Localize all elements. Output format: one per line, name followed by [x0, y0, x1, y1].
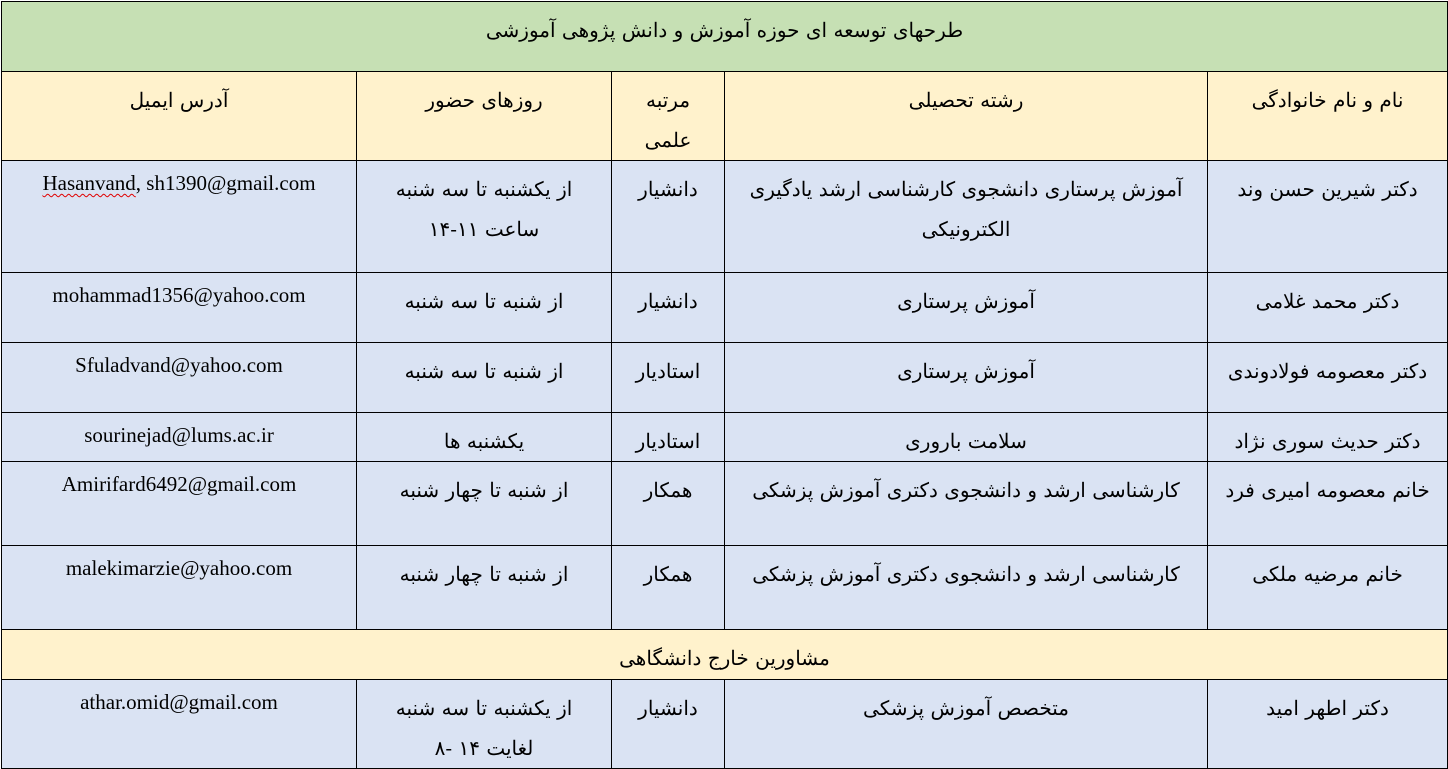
header-rank-line2: علمی	[644, 128, 692, 152]
development-plans-table	[1, 1, 1448, 769]
header-days: روزهای حضور	[357, 72, 612, 161]
cell-days: یکشنبه ها	[357, 413, 612, 462]
cell-email[interactable]: malekimarzie@yahoo.com	[2, 546, 357, 630]
cell-email[interactable]: Sfuladvand@yahoo.com	[2, 343, 357, 413]
header-rank	[612, 72, 725, 161]
table-row	[2, 413, 1448, 462]
header-rank-line1: مرتبه	[645, 88, 691, 112]
cell-name: دکتر معصومه فولادوندی	[1208, 343, 1448, 413]
table-row	[2, 546, 1448, 630]
cell-days	[357, 161, 612, 273]
cell-days	[357, 680, 612, 769]
cell-name: دکتر محمد غلامی	[1208, 273, 1448, 343]
cell-field: آموزش پرستاری	[725, 273, 1208, 343]
cell-rank: همکار	[612, 546, 725, 630]
cell-field: کارشناسی ارشد و دانشجوی دکتری آموزش پزشکی	[725, 462, 1208, 546]
cell-days: از شنبه تا سه شنبه	[357, 273, 612, 343]
cell-rank: دانشیار	[612, 161, 725, 273]
table-row	[2, 273, 1448, 343]
cell-name: خانم مرضیه ملکی	[1208, 546, 1448, 630]
table-row	[2, 462, 1448, 546]
cell-rank: استادیار	[612, 413, 725, 462]
cell-email[interactable]: Amirifard6492@gmail.com	[2, 462, 357, 546]
table-row	[2, 161, 1448, 273]
cell-field: سلامت باروری	[725, 413, 1208, 462]
cell-name: دکتر حدیث سوری نژاد	[1208, 413, 1448, 462]
table-row	[2, 343, 1448, 413]
cell-field: متخصص آموزش پزشکی	[725, 680, 1208, 769]
email-spellcheck-word[interactable]: Hasanvand	[42, 171, 136, 195]
cell-email[interactable]: athar.omid@gmail.com	[2, 680, 357, 769]
cell-days: از شنبه تا چهار شنبه	[357, 462, 612, 546]
table-title: طرحهای توسعه ای حوزه آموزش و دانش پژوهی آموزشی	[2, 2, 1448, 72]
cell-days-line1: از یکشنبه تا سه شنبه	[395, 696, 573, 720]
cell-days: از شنبه تا چهار شنبه	[357, 546, 612, 630]
cell-name: دکتر اطهر امید	[1208, 680, 1448, 769]
cell-field-line2: الکترونیکی	[921, 217, 1011, 241]
cell-days-line2: لغایت ۱۴ -۸	[434, 736, 534, 760]
section-title: مشاورین خارج دانشگاهی	[2, 630, 1448, 680]
cell-email[interactable]: mohammad1356@yahoo.com	[2, 273, 357, 343]
section-row	[2, 630, 1448, 680]
header-name: نام و نام خانوادگی	[1208, 72, 1448, 161]
cell-field-line1: آموزش پرستاری دانشجوی کارشناسی ارشد یادگیری	[749, 177, 1183, 201]
cell-rank: همکار	[612, 462, 725, 546]
cell-field: آموزش پرستاری	[725, 343, 1208, 413]
email-rest[interactable]: , sh1390@gmail.com	[135, 171, 316, 195]
table-row	[2, 680, 1448, 769]
cell-name: دکتر شیرین حسن وند	[1208, 161, 1448, 273]
header-row	[2, 72, 1448, 161]
cell-rank: استادیار	[612, 343, 725, 413]
cell-rank: دانشیار	[612, 273, 725, 343]
header-email: آدرس ایمیل	[2, 72, 357, 161]
cell-email[interactable]	[2, 161, 357, 273]
cell-field	[725, 161, 1208, 273]
cell-days-line1: از یکشنبه تا سه شنبه	[395, 177, 573, 201]
title-row	[2, 2, 1448, 72]
header-field: رشته تحصیلی	[725, 72, 1208, 161]
cell-days: از شنبه تا سه شنبه	[357, 343, 612, 413]
cell-days-line2: ساعت ۱۱-۱۴	[428, 217, 540, 241]
cell-email[interactable]: sourinejad@lums.ac.ir	[2, 413, 357, 462]
cell-field: کارشناسی ارشد و دانشجوی دکتری آموزش پزشکی	[725, 546, 1208, 630]
cell-rank: دانشیار	[612, 680, 725, 769]
cell-name: خانم معصومه امیری فرد	[1208, 462, 1448, 546]
